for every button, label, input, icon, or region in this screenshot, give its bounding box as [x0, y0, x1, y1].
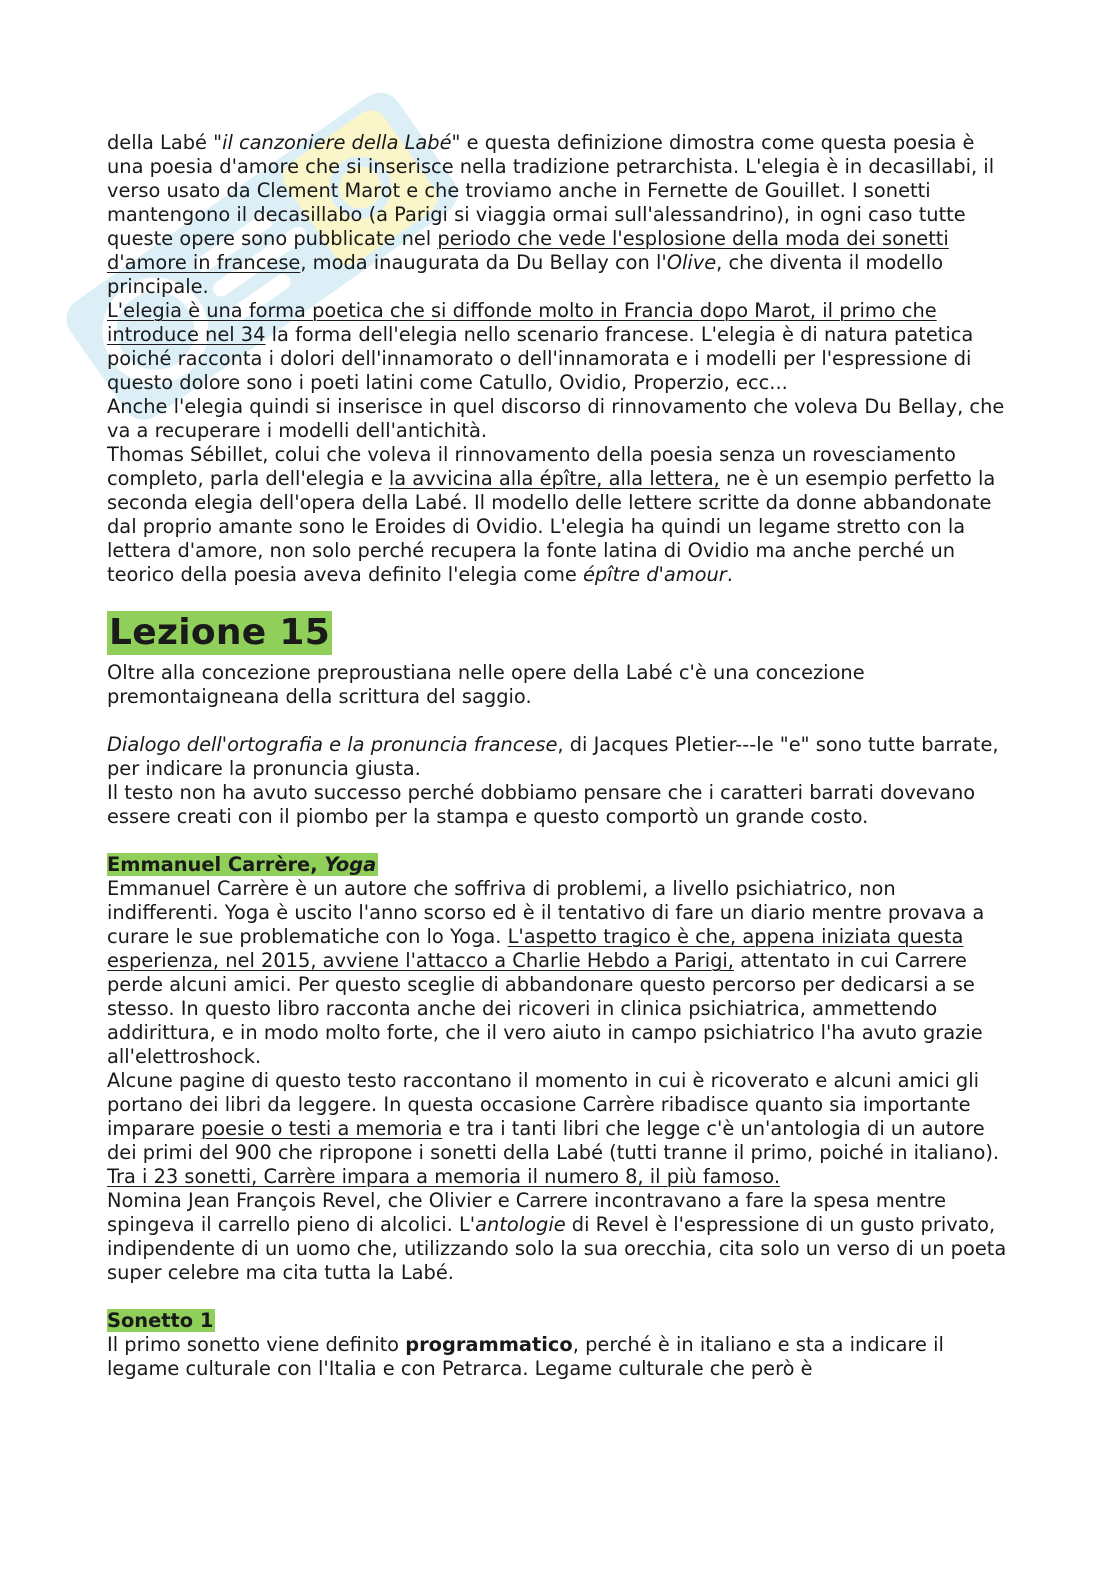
subheading-carrere: [107, 853, 1012, 877]
bold-term: programmatico: [405, 1333, 573, 1356]
paragraph-caratteri-barrati: Il testo non ha avuto successo perché dobbiamo pensare che i caratteri barrati dovevano essere creati con il piombo per la stampa e questo comportò un grande costo.: [107, 781, 976, 828]
italic-quote: "il canzoniere della Labé": [213, 131, 461, 154]
italic-term: antologie: [475, 1213, 566, 1236]
text-run: la forma dell'elegia nello scenario francese. L'elegia è di natura patetica poiché racconta i dolori dell'innamorato o dell'innamorata e i modelli per l'espressione di questo dolore sono i poeti latini come Catullo, Ovidio, Properzio, ecc...: [107, 323, 974, 394]
paragraph-pletier: [107, 733, 1012, 781]
text-run: e questa definizione dimostra come questa poesia è una poesia d'amore che si inserisce nella tradizione petrarchista. L'elegia è in decasillabi, il verso usato da Clement Marot e che troviamo anche in Fernette de Gouillet. I sonetti mantengono il decasillabo (a Parigi si viaggia ormai sull'alessandrino), in ogni caso tutte queste opere sono pubblicate nel: [107, 131, 995, 250]
document-page: [107, 131, 1012, 1381]
italic-title: Dialogo dell'ortografia e la pronuncia francese: [107, 733, 558, 756]
text-run: Alcune pagine di questo testo raccontano il momento in cui è ricoverato e alcuni amici gli portano dei libri da leggere. In questa occasione Carrère ribadisce quanto sia importante imparare: [107, 1069, 980, 1140]
text-run: Thomas Sébillet, colui che voleva il rinnovamento della poesia senza un rovesciamento completo, parla dell'elegia e: [107, 443, 956, 490]
paragraph-sonetto-1: [107, 1333, 1012, 1381]
underlined-text: la avvicina alla épître, alla lettera,: [388, 467, 720, 490]
underlined-text: Tra i 23 sonetti, Carrère impara a memoria il numero 8, il più famoso.: [107, 1165, 781, 1188]
text-run: Emmanuel Carrère è un autore che soffriva di problemi, a livello psichiatrico, non indifferenti. Yoga è uscito l'anno scorso ed è il tentativo di fare un diario mentre provava a curare le sue problematiche con lo Yoga.: [107, 877, 985, 948]
paragraph-carrere-ricovero: [107, 1069, 1012, 1189]
subheading-title: Yoga: [324, 853, 377, 876]
italic-title: Olive: [666, 251, 717, 274]
text-run: Il primo sonetto viene definito: [107, 1333, 406, 1356]
text-run: ne è un esempio perfetto la seconda elegia dell'opera della Labé. Il modello delle lettere scritte da donne abbandonate dal proprio amante sono le Eroides di Ovidio. L'elegia ha quindi un legame stretto con la lettera d'amore, non solo perché recupera la fonte latina di Ovidio ma anche perché un teorico della poesia aveva definito l'elegia come: [107, 467, 996, 586]
text-run: attentato in cui Carrere perde alcuni amici. Per questo sceglie di abbandonare questo percorso per dedicarsi a se stesso. In questo libro racconta anche dei ricoveri in clinica psichiatrica, ammettendo addirittura, e in modo molto forte, che il vero aiuto in campo psichiatrico l'ha avuto grazie all'elettroshock.: [107, 949, 983, 1068]
subheading-highlight: Sonetto 1: [107, 1309, 214, 1332]
paragraph-labe-canzoniere: [107, 131, 1012, 299]
subheading-author: Emmanuel Carrère,: [107, 853, 325, 876]
italic-term: épître d'amour: [582, 563, 727, 586]
underlined-text: periodo che vede l'esplosione della moda dei sonetti d'amore in francese: [107, 227, 949, 274]
text-run: , moda inaugurata da Du Bellay con l': [300, 251, 667, 274]
paragraph-sebillet: [107, 443, 1012, 587]
lesson-heading: Lezione 15: [109, 612, 331, 653]
text-run: .: [726, 563, 733, 586]
text-run: Nomina Jean François Revel, che Olivier e Carrere incontravano a fare la spesa mentre spingeva il carrello pieno di alcolici. L': [107, 1189, 947, 1236]
paragraph-revel: [107, 1189, 1012, 1285]
paragraph-carrere-yoga: [107, 877, 1012, 1069]
text-run: , perché è in italiano e sta a indicare il legame culturale con l'Italia e con Petrarca. Legame culturale che però è: [107, 1333, 944, 1380]
text-run: , che diventa il modello principale.: [107, 251, 944, 298]
paragraph-du-bellay: Anche l'elegia quindi si inserisce in quel discorso di rinnovamento che voleva Du Bellay, che va a recuperare i modelli dell'antichità.: [107, 395, 1005, 442]
text-run: , di Jacques Pletier---le "e" sono tutte barrate, per indicare la pronuncia giusta.: [107, 733, 999, 780]
subheading-sonetto-1: [107, 1309, 1012, 1333]
text-run: e tra i tanti libri che legge c'è un'antologia di un autore dei primi del 900 che ripropone i sonetti della Labé (tutti tranne il primo, poiché in italiano).: [107, 1117, 1000, 1164]
underlined-text: poesie o testi a memoria: [200, 1117, 443, 1140]
text-run: della Labé: [107, 131, 214, 154]
subheading-highlight: [107, 853, 378, 876]
paragraph-preproustiana: Oltre alla concezione preproustiana nelle opere della Labé c'è una concezione premontaigneana della scrittura del saggio.: [107, 661, 865, 708]
underlined-text: L'elegia è una forma poetica che si diffonde molto in Francia dopo Marot, il primo che introduce nel 34: [107, 299, 937, 346]
text-run: di Revel è l'espressione di un gusto privato, indipendente di un uomo che, utilizzando solo la sua orecchia, cita solo un verso di un poeta super celebre ma cita tutta la Labé.: [107, 1213, 1007, 1284]
underlined-text: L'aspetto tragico è che, appena iniziata questa esperienza, nel 2015, avviene l'attacco a Charlie Hebdo a Parigi,: [107, 925, 964, 972]
paragraph-elegia-marot: [107, 299, 1012, 395]
